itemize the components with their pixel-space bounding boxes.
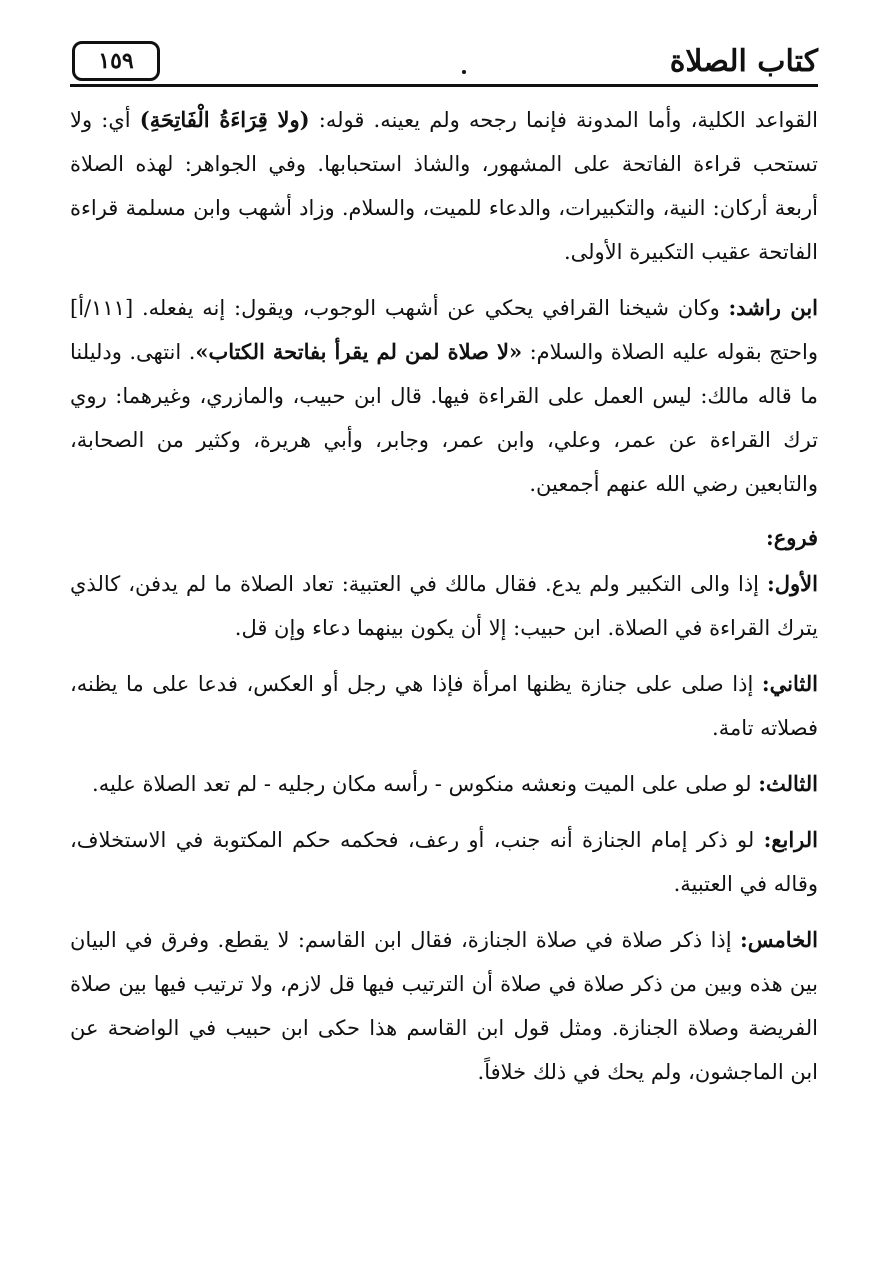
- branch-3: [70, 762, 818, 806]
- branch-4-text: لو ذكر إمام الجنازة أنه جنب، أو رعف، فحكمه حكم المكتوبة في الاستخلاف، وقاله في العتبية.: [70, 828, 818, 896]
- header-dot: [462, 70, 466, 74]
- paragraph-2: [70, 286, 818, 506]
- branch-5-text: إذا ذكر صلاة في صلاة الجنازة، فقال ابن القاسم: لا يقطع. وفرق في البيان بين هذه وبين من ذكر صلاة في صلاة أن الترتيب فيها قل لازم، ولا ترتيب فيها بين صلاة الفريضة وصلاة الجنازة. ومثل قول ابن القاسم هذا حكى ابن حبيب في الواضحة عن ابن الماجشون، ولم يحك في ذلك خلافاً.: [70, 928, 818, 1084]
- paragraph-1-text-after: أي: ولا تستحب قراءة الفاتحة على المشهور، والشاذ استحبابها. وفي الجواهر: لهذه الصلاة أربعة أركان: النية، والتكبيرات، والدعاء للميت، والسلام. وزاد أشهب وابن مسلمة قراءة الفاتحة عقيب التكبيرة الأولى.: [70, 108, 818, 264]
- branch-5-lead: الخامس:: [740, 927, 818, 952]
- branch-2-lead: الثاني:: [761, 671, 818, 696]
- branch-1-text: إذا والى التكبير ولم يدع. فقال مالك في العتبية: تعاد الصلاة ما لم يدفن، كالذي يترك القراءة في الصلاة. ابن حبيب: إلا أن يكون بينهما دعاء وإن قل.: [70, 572, 818, 640]
- paragraph-1: [70, 98, 818, 274]
- furu-heading: فروع:: [765, 525, 818, 550]
- branch-3-lead: الثالث:: [758, 771, 818, 796]
- branch-2-text: إذا صلى على جنازة يظنها امرأة فإذا هي رجل أو العكس، فدعا على ما يظنه، فصلاته تامة.: [70, 672, 818, 740]
- branch-5: [70, 918, 818, 1094]
- branch-4-lead: الرابع:: [763, 827, 818, 852]
- header-rule: [70, 84, 818, 87]
- paragraph-2-text-after: . انتهى. ودليلنا ما قاله مالك: ليس العمل على القراءة فيها. قال ابن حبيب، والمازري، وغيرهما: روي ترك القراءة عن عمر، وعلي، وابن عمر، وجابر، وأبي هريرة، وكثير من الصحابة، والتابعين رضي الله عنهم أجمعين.: [70, 340, 818, 496]
- book-title: كتاب الصلاة: [669, 44, 818, 79]
- book-page: [70, 36, 818, 1256]
- paragraph-2-text-before: وكان شيخنا القرافي يحكي عن أشهب الوجوب، ويقول: إنه يفعله. [١١١/أ] واحتج بقوله عليه الصلاة والسلام:: [70, 296, 818, 364]
- branch-3-text: لو صلى على الميت ونعشه منكوس - رأسه مكان رجليه - لم تعد الصلاة عليه.: [92, 772, 759, 796]
- page-body: [70, 98, 818, 1106]
- page-header: [70, 36, 818, 88]
- paragraph-1-text-before: القواعد الكلية، وأما المدونة فإنما رجحه ولم يعينه. قوله:: [309, 108, 818, 132]
- quoted-phrase: (ولا قِرَاءَةُ الْفَاتِحَةِ): [139, 107, 310, 132]
- branch-1-lead: الأول:: [767, 571, 818, 596]
- page-number: ١٥٩: [72, 41, 160, 81]
- branch-4: [70, 818, 818, 906]
- branch-1: [70, 562, 818, 650]
- branch-2: [70, 662, 818, 750]
- paragraph-2-lead: ابن راشد:: [728, 295, 818, 320]
- hadith-quote: «لا صلاة لمن لم يقرأ بفاتحة الكتاب»: [195, 339, 523, 364]
